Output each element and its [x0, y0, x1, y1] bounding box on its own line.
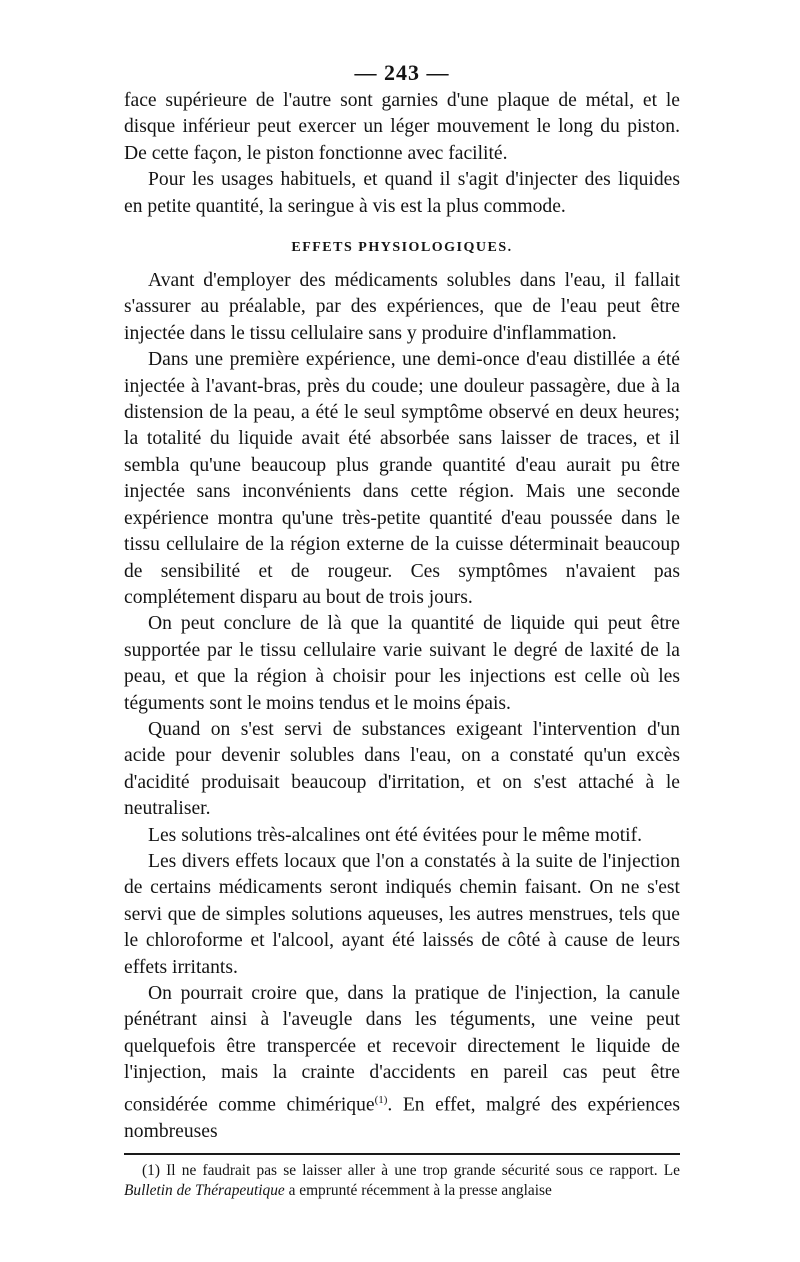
footnote-journal-title: Bulletin de Thérapeutique: [124, 1181, 285, 1199]
section-heading: EFFETS PHYSIOLOGIQUES.: [291, 240, 513, 256]
paragraph-continued: face supérieure de l'autre sont garnies d'une plaque de métal, et le disque inférieur peut exercer un léger mouvement le long du piston. De cette façon, le piston fonctionne avec facilité.: [124, 90, 680, 164]
paragraph: Pour les usages habituels, et quand il s'agit d'injecter des liquides en petite quantité, la seringue à vis est la plus commode.: [124, 169, 680, 217]
paragraph: On peut conclure de là que la quantité de liquide qui peut être supportée par le tissu cellulaire varie suivant le degré de laxité de la peau, et que la région à choisir pour les injections est celle où les téguments sont le moins tendus et le moins épais.: [124, 613, 680, 714]
paragraph: Les solutions très-alcalines ont été évitées pour le même motif.: [148, 824, 643, 846]
footnote-divider: [124, 1153, 680, 1155]
paragraph: Les divers effets locaux que l'on a constatés à la suite de l'injection de certains médicaments seront indiqués chemin faisant. On ne s'est servi que de simples solutions aqueuses, les autres menstrues, tels que le chloroforme et l'alcool, ayant été laissés de côté à cause de leurs effets irritants.: [124, 850, 680, 978]
page-number: — 243 —: [354, 60, 450, 85]
paragraph-tail: . En effet, malgré des expériences nombreuses: [124, 1094, 681, 1142]
footnote: [124, 1161, 680, 1201]
paragraph-with-note: [124, 981, 680, 1145]
paragraph: Dans une première expérience, une demi-once d'eau distillée a été injectée à l'avant-bras, près du coude; une douleur passagère, due à la distension de la peau, a été le seul symptôme observé en deux heures; la totalité du liquide avait été absorbée sans laisser de traces, et il sembla qu'une beaucoup plus grande quantité d'eau aurait pu être injectée sans inconvénients dans cette région. Mais une seconde expérience montra qu'une très-petite quantité d'eau poussée dans le tissu cellulaire de la région externe de la cuisse déterminait beaucoup de sensibilité et de rougeur. Ces symptômes n'avaient pas complétement disparu au bout de trois jours.: [124, 349, 680, 608]
paragraph-text: On pourrait croire que, dans la pratique de l'injection, la canule pénétrant ainsi à l'aveugle dans les téguments, une veine peut quelquefois être transpercée et recevoir directement le liquide de l'injection, mais la crainte d'accidents en pareil cas peut être considérée comme chimérique: [124, 983, 680, 1116]
footnote-text-after: a emprunté récemment à la presse anglaise: [284, 1181, 552, 1199]
footnote-text-before: Il ne faudrait pas se laisser aller à une trop grande sécurité sous ce rapport. Le: [159, 1161, 680, 1179]
paragraph: Quand on s'est servi de substances exigeant l'intervention d'un acide pour devenir solubles dans l'eau, on a constaté qu'un excès d'acidité produisait beaucoup d'irritation, et on s'est attaché à le neutraliser.: [124, 718, 680, 820]
book-page: [124, 58, 680, 1201]
paragraph: Avant d'employer des médicaments solubles dans l'eau, il fallait s'assurer au préalable, par des expériences, que de l'eau peut être injectée dans le tissu cellulaire sans y produire d'inflammation.: [124, 270, 680, 344]
footnote-marker: (1): [142, 1161, 160, 1179]
footnote-reference: (1): [374, 1093, 388, 1106]
